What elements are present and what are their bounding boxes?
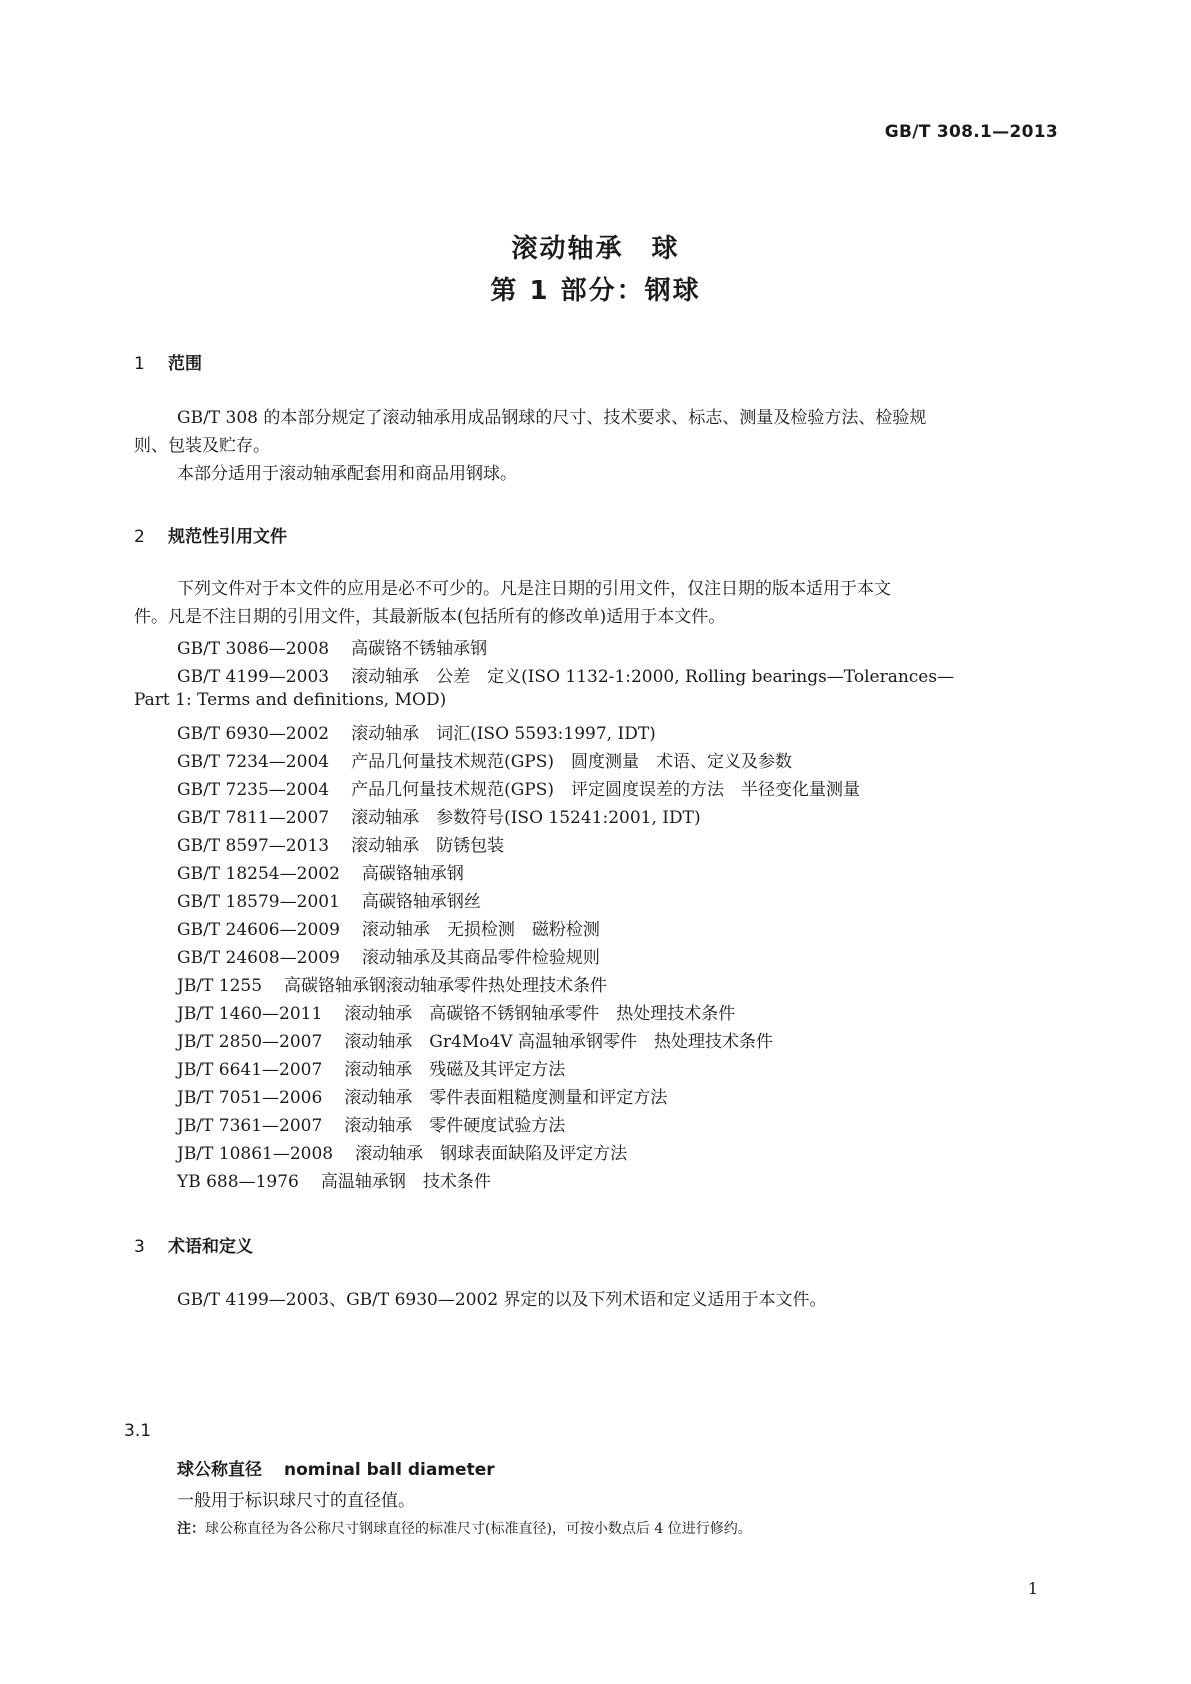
reference-item bbox=[177, 634, 487, 659]
reference-item bbox=[177, 1139, 627, 1164]
note-text: 球公称直径为各公称尺寸钢球直径的标准尺寸(标准直径)，可按小数点后 4 位进行修约。 bbox=[205, 1521, 752, 1537]
document-title-line2: 第 1 部分：钢球 bbox=[490, 276, 701, 306]
section-number: 2 bbox=[134, 527, 145, 547]
reference-item bbox=[177, 859, 464, 884]
reference-code: GB/T 24608—2009 bbox=[177, 948, 340, 968]
reference-title: 滚动轴承 公差 定义(ISO 1132-1:2000, Rolling bearings—Tolerances— bbox=[351, 667, 955, 687]
reference-item bbox=[177, 1167, 491, 1192]
reference-title: 滚动轴承 零件表面粗糙度测量和评定方法 bbox=[344, 1088, 668, 1108]
note-label: 注： bbox=[177, 1521, 205, 1537]
reference-code: JB/T 7361—2007 bbox=[177, 1116, 323, 1136]
term-definition: 一般用于标识球尺寸的直径值。 bbox=[177, 1491, 415, 1511]
reference-item bbox=[177, 775, 860, 800]
term-number: 3.1 bbox=[124, 1421, 152, 1441]
reference-item bbox=[177, 831, 504, 856]
reference-code: GB/T 24606—2009 bbox=[177, 920, 340, 940]
reference-title: 滚动轴承 无损检测 磁粉检测 bbox=[361, 920, 600, 940]
reference-item bbox=[177, 719, 656, 744]
reference-code: GB/T 18579—2001 bbox=[177, 892, 340, 912]
reference-code: GB/T 3086—2008 bbox=[177, 639, 330, 659]
page-number: 1 bbox=[1027, 1579, 1038, 1598]
paragraph: 件。凡是不注日期的引用文件，其最新版本(包括所有的修改单)适用于本文件。 bbox=[134, 607, 726, 627]
term-english: nominal ball diameter bbox=[284, 1460, 495, 1480]
reference-item bbox=[177, 915, 600, 940]
reference-title: 高碳铬轴承钢滚动轴承零件热处理技术条件 bbox=[284, 976, 608, 996]
section-1-heading bbox=[134, 349, 202, 374]
section-title: 规范性引用文件 bbox=[168, 527, 287, 547]
term-entry bbox=[177, 1455, 495, 1480]
reference-title: 高温轴承钢 技术条件 bbox=[320, 1172, 491, 1192]
reference-title: 滚动轴承 高碳铬不锈钢轴承零件 热处理技术条件 bbox=[344, 1004, 736, 1024]
reference-title: 滚动轴承 残磁及其评定方法 bbox=[344, 1060, 566, 1080]
reference-code: YB 688—1976 bbox=[177, 1172, 299, 1192]
reference-code: GB/T 7811—2007 bbox=[177, 808, 330, 828]
section-number: 1 bbox=[134, 354, 145, 374]
reference-item bbox=[177, 971, 607, 996]
reference-code: GB/T 7235—2004 bbox=[177, 780, 330, 800]
section-title: 术语和定义 bbox=[168, 1237, 253, 1257]
reference-title: 滚动轴承 词汇(ISO 5593:1997, IDT) bbox=[351, 724, 656, 744]
reference-code: GB/T 4199—2003 bbox=[177, 667, 330, 687]
reference-title: 滚动轴承 钢球表面缺陷及评定方法 bbox=[355, 1144, 628, 1164]
reference-code: GB/T 7234—2004 bbox=[177, 752, 330, 772]
standard-number: GB/T 308.1—2013 bbox=[884, 122, 1058, 142]
reference-title: 滚动轴承 Gr4Mo4V 高温轴承钢零件 热处理技术条件 bbox=[344, 1032, 773, 1052]
reference-code: GB/T 18254—2002 bbox=[177, 864, 340, 884]
reference-item bbox=[177, 1111, 565, 1136]
reference-title: 高碳铬轴承钢 bbox=[361, 864, 464, 884]
reference-code: GB/T 6930—2002 bbox=[177, 724, 330, 744]
reference-item bbox=[177, 1083, 667, 1108]
reference-code: JB/T 7051—2006 bbox=[177, 1088, 323, 1108]
reference-item bbox=[177, 999, 735, 1024]
reference-item bbox=[177, 887, 481, 912]
reference-title: 滚动轴承 零件硬度试验方法 bbox=[344, 1116, 566, 1136]
paragraph: GB/T 4199—2003、GB/T 6930—2002 界定的以及下列术语和定义适用于本文件。 bbox=[177, 1290, 827, 1310]
reference-item bbox=[177, 803, 701, 828]
note bbox=[177, 1518, 752, 1538]
reference-code: JB/T 1255 bbox=[177, 976, 263, 996]
reference-code: GB/T 8597—2013 bbox=[177, 836, 330, 856]
paragraph: 本部分适用于滚动轴承配套用和商品用钢球。 bbox=[177, 464, 517, 484]
reference-item bbox=[177, 662, 954, 687]
section-2-heading bbox=[134, 522, 287, 547]
section-title: 范围 bbox=[168, 354, 202, 374]
document-title-line1: 滚动轴承 球 bbox=[511, 234, 680, 264]
paragraph: GB/T 308 的本部分规定了滚动轴承用成品钢球的尺寸、技术要求、标志、测量及检验方法、检验规 bbox=[177, 408, 927, 428]
reference-title: 高碳铬轴承钢丝 bbox=[361, 892, 481, 912]
reference-continuation: Part 1: Terms and definitions, MOD) bbox=[134, 690, 447, 710]
reference-item bbox=[177, 943, 600, 968]
reference-title: 滚动轴承 防锈包装 bbox=[351, 836, 505, 856]
reference-code: JB/T 1460—2011 bbox=[177, 1004, 323, 1024]
reference-item bbox=[177, 1055, 565, 1080]
reference-code: JB/T 6641—2007 bbox=[177, 1060, 323, 1080]
reference-code: JB/T 2850—2007 bbox=[177, 1032, 323, 1052]
section-3-heading bbox=[134, 1232, 253, 1257]
paragraph: 下列文件对于本文件的应用是必不可少的。凡是注日期的引用文件，仅注日期的版本适用于本文 bbox=[177, 579, 891, 599]
reference-title: 高碳铬不锈轴承钢 bbox=[351, 639, 488, 659]
reference-item bbox=[177, 747, 792, 772]
reference-title: 滚动轴承 参数符号(ISO 15241:2001, IDT) bbox=[351, 808, 701, 828]
reference-title: 产品几何量技术规范(GPS) 圆度测量 术语、定义及参数 bbox=[351, 752, 793, 772]
section-number: 3 bbox=[134, 1237, 145, 1257]
reference-title: 滚动轴承及其商品零件检验规则 bbox=[361, 948, 600, 968]
reference-item bbox=[177, 1027, 773, 1052]
paragraph: 则、包装及贮存。 bbox=[134, 436, 270, 456]
reference-title: 产品几何量技术规范(GPS) 评定圆度误差的方法 半径变化量测量 bbox=[351, 780, 861, 800]
term-chinese: 球公称直径 bbox=[177, 1460, 262, 1480]
reference-code: JB/T 10861—2008 bbox=[177, 1144, 334, 1164]
